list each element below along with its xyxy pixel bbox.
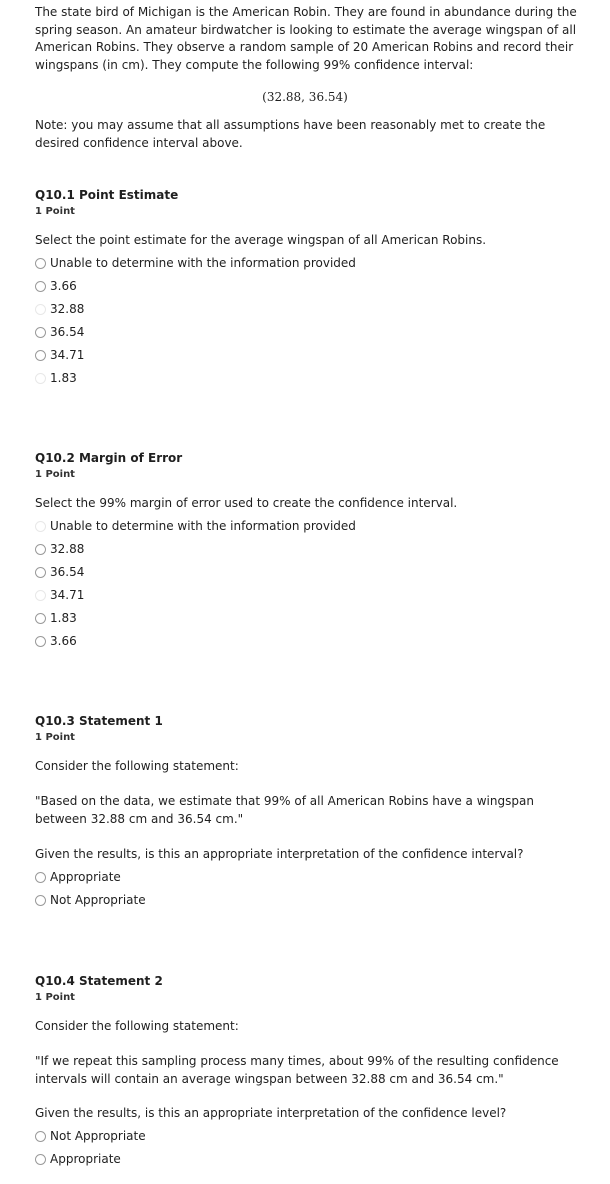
option-label: 3.66 xyxy=(50,279,77,293)
radio-button[interactable] xyxy=(35,1131,46,1142)
option-label: 32.88 xyxy=(50,542,85,556)
question-prompt: Given the results, is this an appropriate interpretation of the confidence level? xyxy=(35,1106,507,1120)
question-prompt: Select the 99% margin of error used to create the confidence interval. xyxy=(35,496,458,510)
question-title: Q10.1 Point Estimate xyxy=(35,188,179,202)
option-label: 1.83 xyxy=(50,611,77,625)
option-label: Not Appropriate xyxy=(50,1129,146,1143)
option-label: 1.83 xyxy=(50,371,77,385)
question-prompt: Given the results, is this an appropriate interpretation of the confidence interval? xyxy=(35,847,524,861)
answer-option[interactable] xyxy=(35,1127,146,1145)
question-title: Q10.3 Statement 1 xyxy=(35,714,163,728)
radio-button[interactable] xyxy=(35,327,46,338)
option-label: Unable to determine with the information provided xyxy=(50,256,356,270)
question-lead: Consider the following statement: xyxy=(35,759,239,773)
answer-option[interactable] xyxy=(35,609,77,627)
option-label: 34.71 xyxy=(50,588,85,602)
radio-button[interactable] xyxy=(35,567,46,578)
answer-option[interactable] xyxy=(35,300,84,318)
radio-button[interactable] xyxy=(35,872,46,883)
radio-button[interactable] xyxy=(35,521,46,532)
question-points: 1 Point xyxy=(35,206,75,217)
confidence-interval: (32.88, 36.54) xyxy=(262,90,348,104)
answer-option[interactable] xyxy=(35,346,84,364)
option-label: Appropriate xyxy=(50,1152,121,1166)
question-prompt: Select the point estimate for the average wingspan of all American Robins. xyxy=(35,233,487,247)
radio-button[interactable] xyxy=(35,304,46,315)
radio-button[interactable] xyxy=(35,895,46,906)
answer-option[interactable] xyxy=(35,540,84,558)
radio-button[interactable] xyxy=(35,613,46,624)
answer-option[interactable] xyxy=(35,277,77,295)
question-title: Q10.2 Margin of Error xyxy=(35,451,183,465)
option-label: 32.88 xyxy=(50,302,85,316)
option-label: Not Appropriate xyxy=(50,893,146,907)
option-label: 34.71 xyxy=(50,348,85,362)
answer-option[interactable] xyxy=(35,254,356,272)
question-title: Q10.4 Statement 2 xyxy=(35,974,163,988)
answer-option[interactable] xyxy=(35,517,356,535)
answer-option[interactable] xyxy=(35,586,84,604)
question-lead: Consider the following statement: xyxy=(35,1019,239,1033)
option-label: Appropriate xyxy=(50,870,121,884)
question-points: 1 Point xyxy=(35,469,75,480)
answer-option[interactable] xyxy=(35,563,84,581)
option-label: 36.54 xyxy=(50,325,85,339)
problem-intro: The state bird of Michigan is the American Robin. They are found in abundance during the spring season. An amateur birdwatcher is looking to estimate the average wingspan of all American Robins. They observe a random sample of 20 American Robins and record their wingspans (in cm). They compute the following 99% confidence interval: xyxy=(35,5,577,72)
radio-button[interactable] xyxy=(35,544,46,555)
answer-option[interactable] xyxy=(35,868,121,886)
radio-button[interactable] xyxy=(35,590,46,601)
statement-text: "Based on the data, we estimate that 99% of all American Robins have a wingspan between 32.88 cm and 36.54 cm." xyxy=(35,794,534,826)
radio-button[interactable] xyxy=(35,281,46,292)
radio-button[interactable] xyxy=(35,636,46,647)
answer-option[interactable] xyxy=(35,323,84,341)
answer-option[interactable] xyxy=(35,1150,121,1168)
answer-option[interactable] xyxy=(35,632,77,650)
question-points: 1 Point xyxy=(35,732,75,743)
radio-button[interactable] xyxy=(35,258,46,269)
option-label: Unable to determine with the information provided xyxy=(50,519,356,533)
radio-button[interactable] xyxy=(35,1154,46,1165)
assumption-note: Note: you may assume that all assumptions have been reasonably met to create the desired confidence interval above. xyxy=(35,118,546,150)
radio-button[interactable] xyxy=(35,350,46,361)
answer-option[interactable] xyxy=(35,891,146,909)
question-points: 1 Point xyxy=(35,992,75,1003)
radio-button[interactable] xyxy=(35,373,46,384)
statement-text: "If we repeat this sampling process many times, about 99% of the resulting confidence intervals will contain an average wingspan between 32.88 cm and 36.54 cm." xyxy=(35,1054,559,1086)
option-label: 3.66 xyxy=(50,634,77,648)
answer-option[interactable] xyxy=(35,369,77,387)
option-label: 36.54 xyxy=(50,565,85,579)
